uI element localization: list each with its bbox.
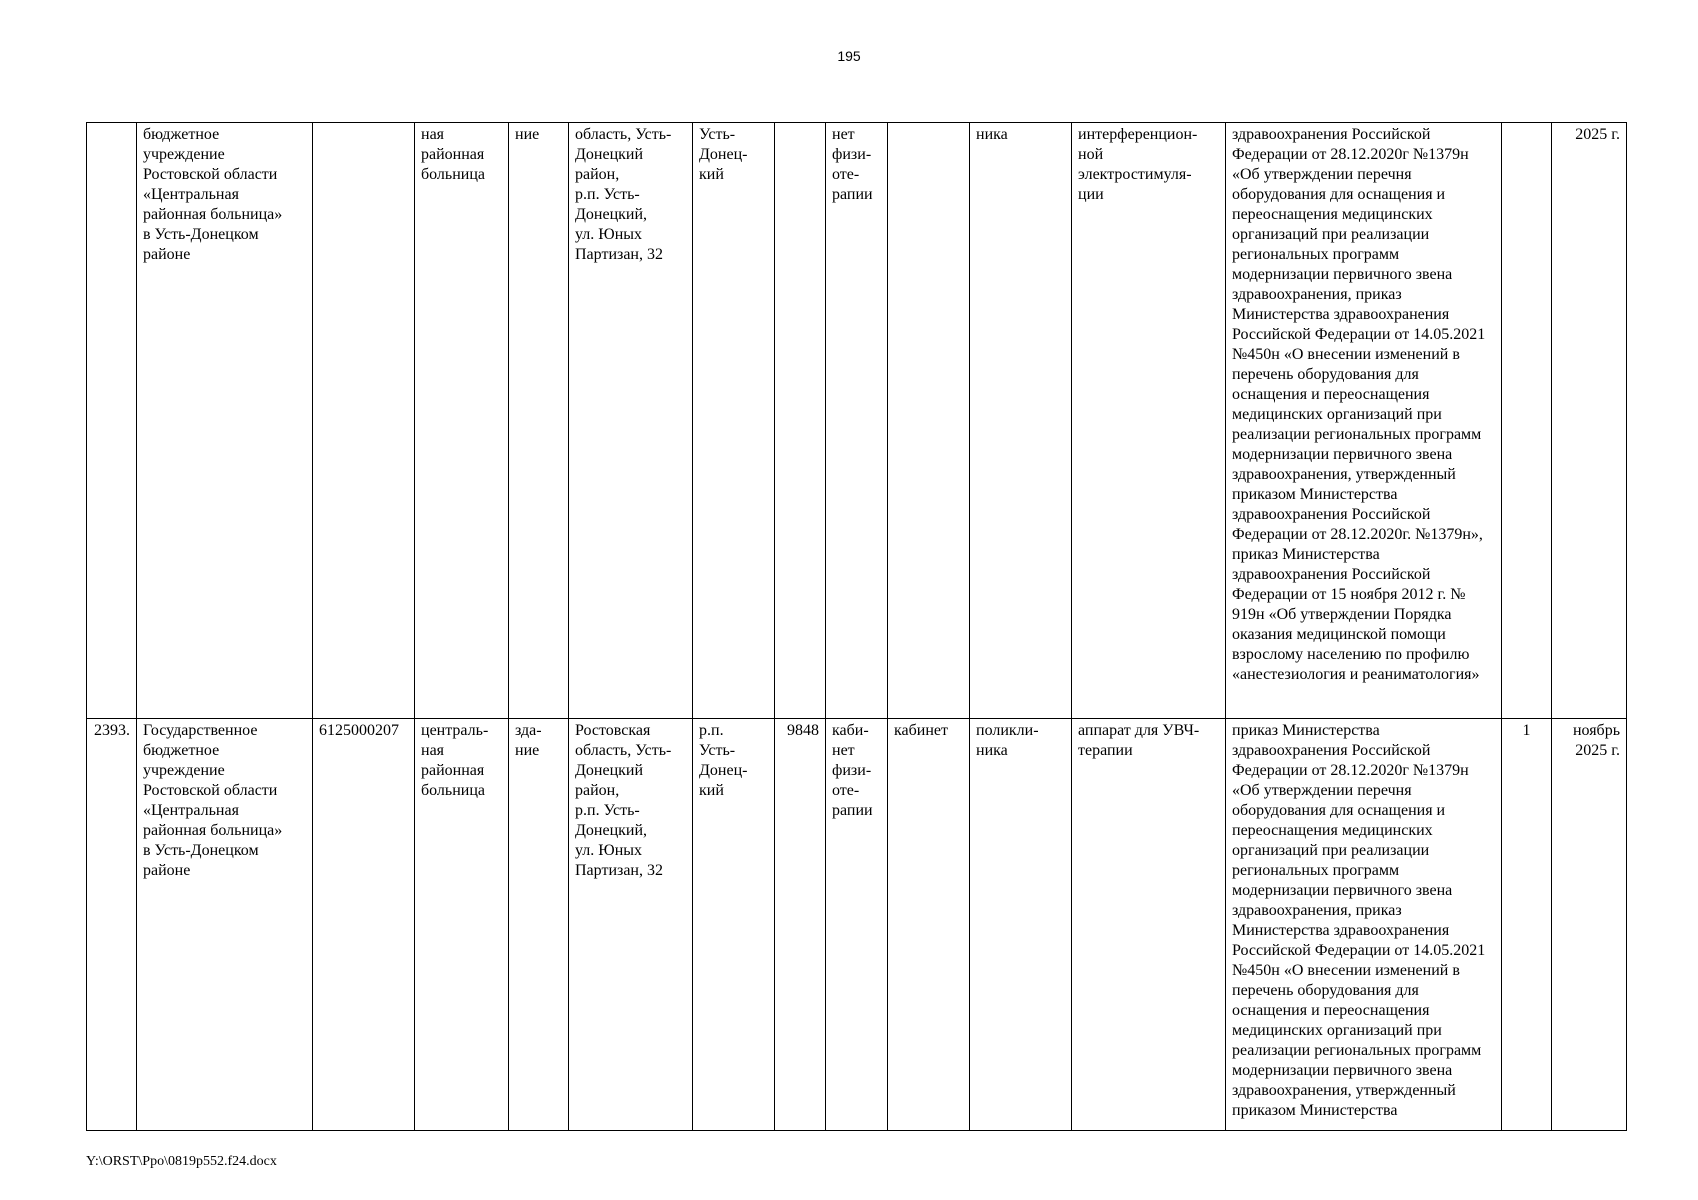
address: область, Усть- Донецкий район, р.п. Усть- Донецкий, ул. Юных Партизан, 32 [569,123,693,719]
legal-basis: приказ Министерства здравоохранения Российской Федерации от 28.12.2020г №1379н «Об утверждении перечня оборудования для оснащения и переоснащения медицинских организаций при реализации региональных программ модернизации первичного звена здравоохранения, приказ Министерства здравоохранения Российской Федерации от 14.05.2021 №450н «О внесении изменений в перечень оборудования для оснащения и переоснащения медицинских организаций при реализации региональных программ модернизации первичного звена здравоохранения, утвержденный приказом Министерства [1226,719,1502,1131]
legal-basis: здравоохранения Российской Федерации от 28.12.2020г №1379н «Об утверждении перечня оборудования для оснащения и переоснащения медицинских организаций при реализации региональных программ модернизации первичного звена здравоохранения, приказ Министерства здравоохранения Российской Федерации от 14.05.2021 №450н «О внесении изменений в перечень оборудования для оснащения и переоснащения медицинских организаций при реализации региональных программ модернизации первичного звена здравоохранения, утвержденный приказом Министерства здравоохранения Российской Федерации от 28.12.2020г. №1379н», приказ Министерства здравоохранения Российской Федерации от 15 ноября 2012 г. № 919н «Об утверждении Порядка оказания медицинской помощи взрослому населению по профилю «анестезиология и реаниматология» [1226,123,1502,719]
unit [888,123,970,719]
room: каби- нет физи- оте- рапии [826,719,888,1131]
code: 9848 [775,719,826,1131]
building: зда- ние [509,719,569,1131]
municipality: Усть- Донец- кий [693,123,775,719]
date: ноябрь 2025 г. [1552,719,1627,1131]
department: ника [970,123,1072,719]
file-path-footer: Y:\ORST\Ppo\0819p552.f24.docx [86,1154,277,1169]
organization-name: бюджетное учреждение Ростовской области «Центральная районная больница» в Усть-Донецком районе [137,123,313,719]
municipality: р.п. Усть- Донец- кий [693,719,775,1131]
address: Ростовская область, Усть- Донецкий район, р.п. Усть- Донецкий, ул. Юных Партизан, 32 [569,719,693,1131]
equipment: аппарат для УВЧ- терапии [1072,719,1226,1131]
building: ние [509,123,569,719]
equipment: интерференцион- ной электростимуля- ции [1072,123,1226,719]
unit: кабинет [888,719,970,1131]
facility-type: ная районная больница [415,123,509,719]
facility-type: централь- ная районная больница [415,719,509,1131]
table-row [87,719,1627,1131]
date: 2025 г. [1552,123,1627,719]
inn [313,123,415,719]
data-table [86,122,1627,1131]
code [775,123,826,719]
page-number: 195 [837,48,861,64]
inn: 6125000207 [313,719,415,1131]
row-number [87,123,137,719]
department: поликли- ника [970,719,1072,1131]
quantity: 1 [1502,719,1552,1131]
room: нет физи- оте- рапии [826,123,888,719]
organization-name: Государственное бюджетное учреждение Ростовской области «Центральная районная больница» в Усть-Донецком районе [137,719,313,1131]
row-number: 2393. [87,719,137,1131]
table-row [87,123,1627,719]
quantity [1502,123,1552,719]
